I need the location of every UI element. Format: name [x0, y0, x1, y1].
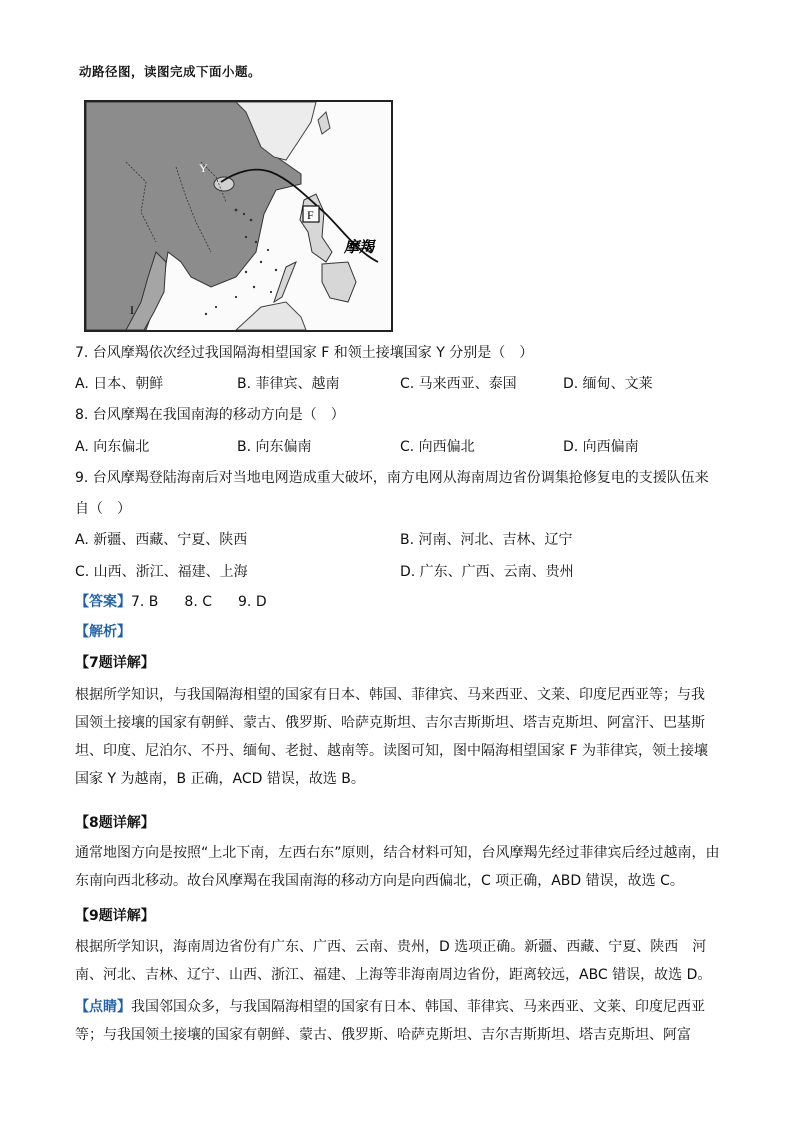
q7-line: 国领土接壤的国家有朝鲜、蒙古、俄罗斯、哈萨克斯坦、吉尔吉斯斯坦、塔吉克斯坦、阿富汗、巴基斯 [75, 715, 705, 731]
q7-heading: 【7题详解】 [75, 655, 155, 671]
question-9-stem-line-1: 9. 台风摩羯登陆海南后对当地电网造成重大破坏，南方电网从海南周边省份调集抢修复电的支援队伍来 [75, 470, 709, 486]
borneo [236, 302, 306, 330]
q8-line: 东南向西北移动。故台风摩羯在我国南海的移动方向是向西偏北，C 项正确，ABD 错误，故选 C。 [75, 873, 684, 889]
question-8-stem: 8. 台风摩羯在我国南海的移动方向是（ ） [75, 407, 345, 423]
label-f: F [307, 208, 314, 222]
tip-text-1: 我国邻国众多，与我国隔海相望的国家有日本、韩国、菲律宾、马来西亚、文莱、印度尼西亚 [131, 999, 705, 1015]
q7-line: 国家 Y 为越南，B 正确，ACD 错误，故选 B。 [75, 771, 365, 787]
question-7-option-d: D. 缅甸、文莱 [563, 376, 653, 392]
analysis-label: 【解析】 [75, 624, 131, 640]
label-typhoon: 摩羯 [344, 238, 375, 256]
question-7-option-a: A. 日本、朝鲜 [75, 376, 164, 392]
q7-line: 坦、印度、尼泊尔、不丹、缅甸、老挝、越南等。读图可知，图中隔海相望国家 F 为菲律宾，领土接壤 [75, 743, 708, 759]
question-8-option-b: B. 向东偏南 [237, 439, 312, 455]
tip-body [75, 993, 725, 1049]
answer-9: 9. D [238, 594, 267, 610]
question-7-option-b: B. 菲律宾、越南 [237, 376, 340, 392]
label-i: I [130, 303, 134, 317]
answer-label: 【答案】 [75, 594, 131, 610]
answer-row [75, 592, 267, 612]
tip-line-1 [75, 993, 725, 1021]
question-8-option-d: D. 向西偏南 [563, 439, 639, 455]
q8-line: 通常地图方向是按照“上北下南，左西右东”原则，结合材料可知，台风摩羯先经过菲律宾后经过越南，由 [75, 845, 720, 861]
palawan [274, 262, 296, 302]
answer-8: 8. C [184, 594, 213, 610]
question-8-option-a: A. 向东偏北 [75, 439, 150, 455]
q9-line: 南、河北、吉林、辽宁、山西、浙江、福建、上海等非海南周边省份，距离较远，ABC 错误，故选 D。 [75, 967, 712, 983]
tip-line-2: 等；与我国领土接壤的国家有朝鲜、蒙古、俄罗斯、哈萨克斯坦、吉尔吉斯斯坦、塔吉克斯坦、阿富 [75, 1027, 691, 1043]
question-7-option-c: C. 马来西亚、泰国 [400, 376, 517, 392]
question-9-stem-line-2: 自（ ） [75, 501, 131, 517]
question-7-stem: 7. 台风摩羯依次经过我国隔海相望国家 F 和领土接壤国家 Y 分别是（ ） [75, 345, 534, 361]
answer-7: 7. B [131, 594, 159, 610]
q8-heading: 【8题详解】 [75, 815, 155, 831]
intro-text: 动路径图，读图完成下面小题。 [79, 64, 262, 79]
question-9-option-d: D. 广东、广西、云南、贵州 [400, 564, 574, 580]
q7-body [75, 681, 725, 793]
question-9-option-a: A. 新疆、西藏、宁夏、陕西 [75, 532, 248, 548]
question-8-option-c: C. 向西偏北 [400, 439, 475, 455]
q7-line: 根据所学知识，与我国隔海相望的国家有日本、韩国、菲律宾、马来西亚、文莱、印度尼西亚等；与我 [75, 687, 705, 703]
question-9-option-c: C. 山西、浙江、福建、上海 [75, 564, 248, 580]
label-y: Y [199, 161, 208, 175]
q9-body [75, 933, 725, 989]
map-graphic [86, 102, 391, 330]
taiwan-island [318, 112, 330, 134]
q8-body [75, 839, 725, 895]
q9-line: 根据所学知识，海南周边省份有广东、广西、云南、贵州，D 选项正确。新疆、西藏、宁夏、陕西 河 [75, 939, 707, 955]
q9-heading: 【9题详解】 [75, 908, 155, 924]
question-9-option-b: B. 河南、河北、吉林、辽宁 [400, 532, 573, 548]
typhoon-path-map [84, 100, 393, 332]
philippines-south [322, 262, 356, 302]
tip-label: 【点睛】 [75, 999, 131, 1015]
